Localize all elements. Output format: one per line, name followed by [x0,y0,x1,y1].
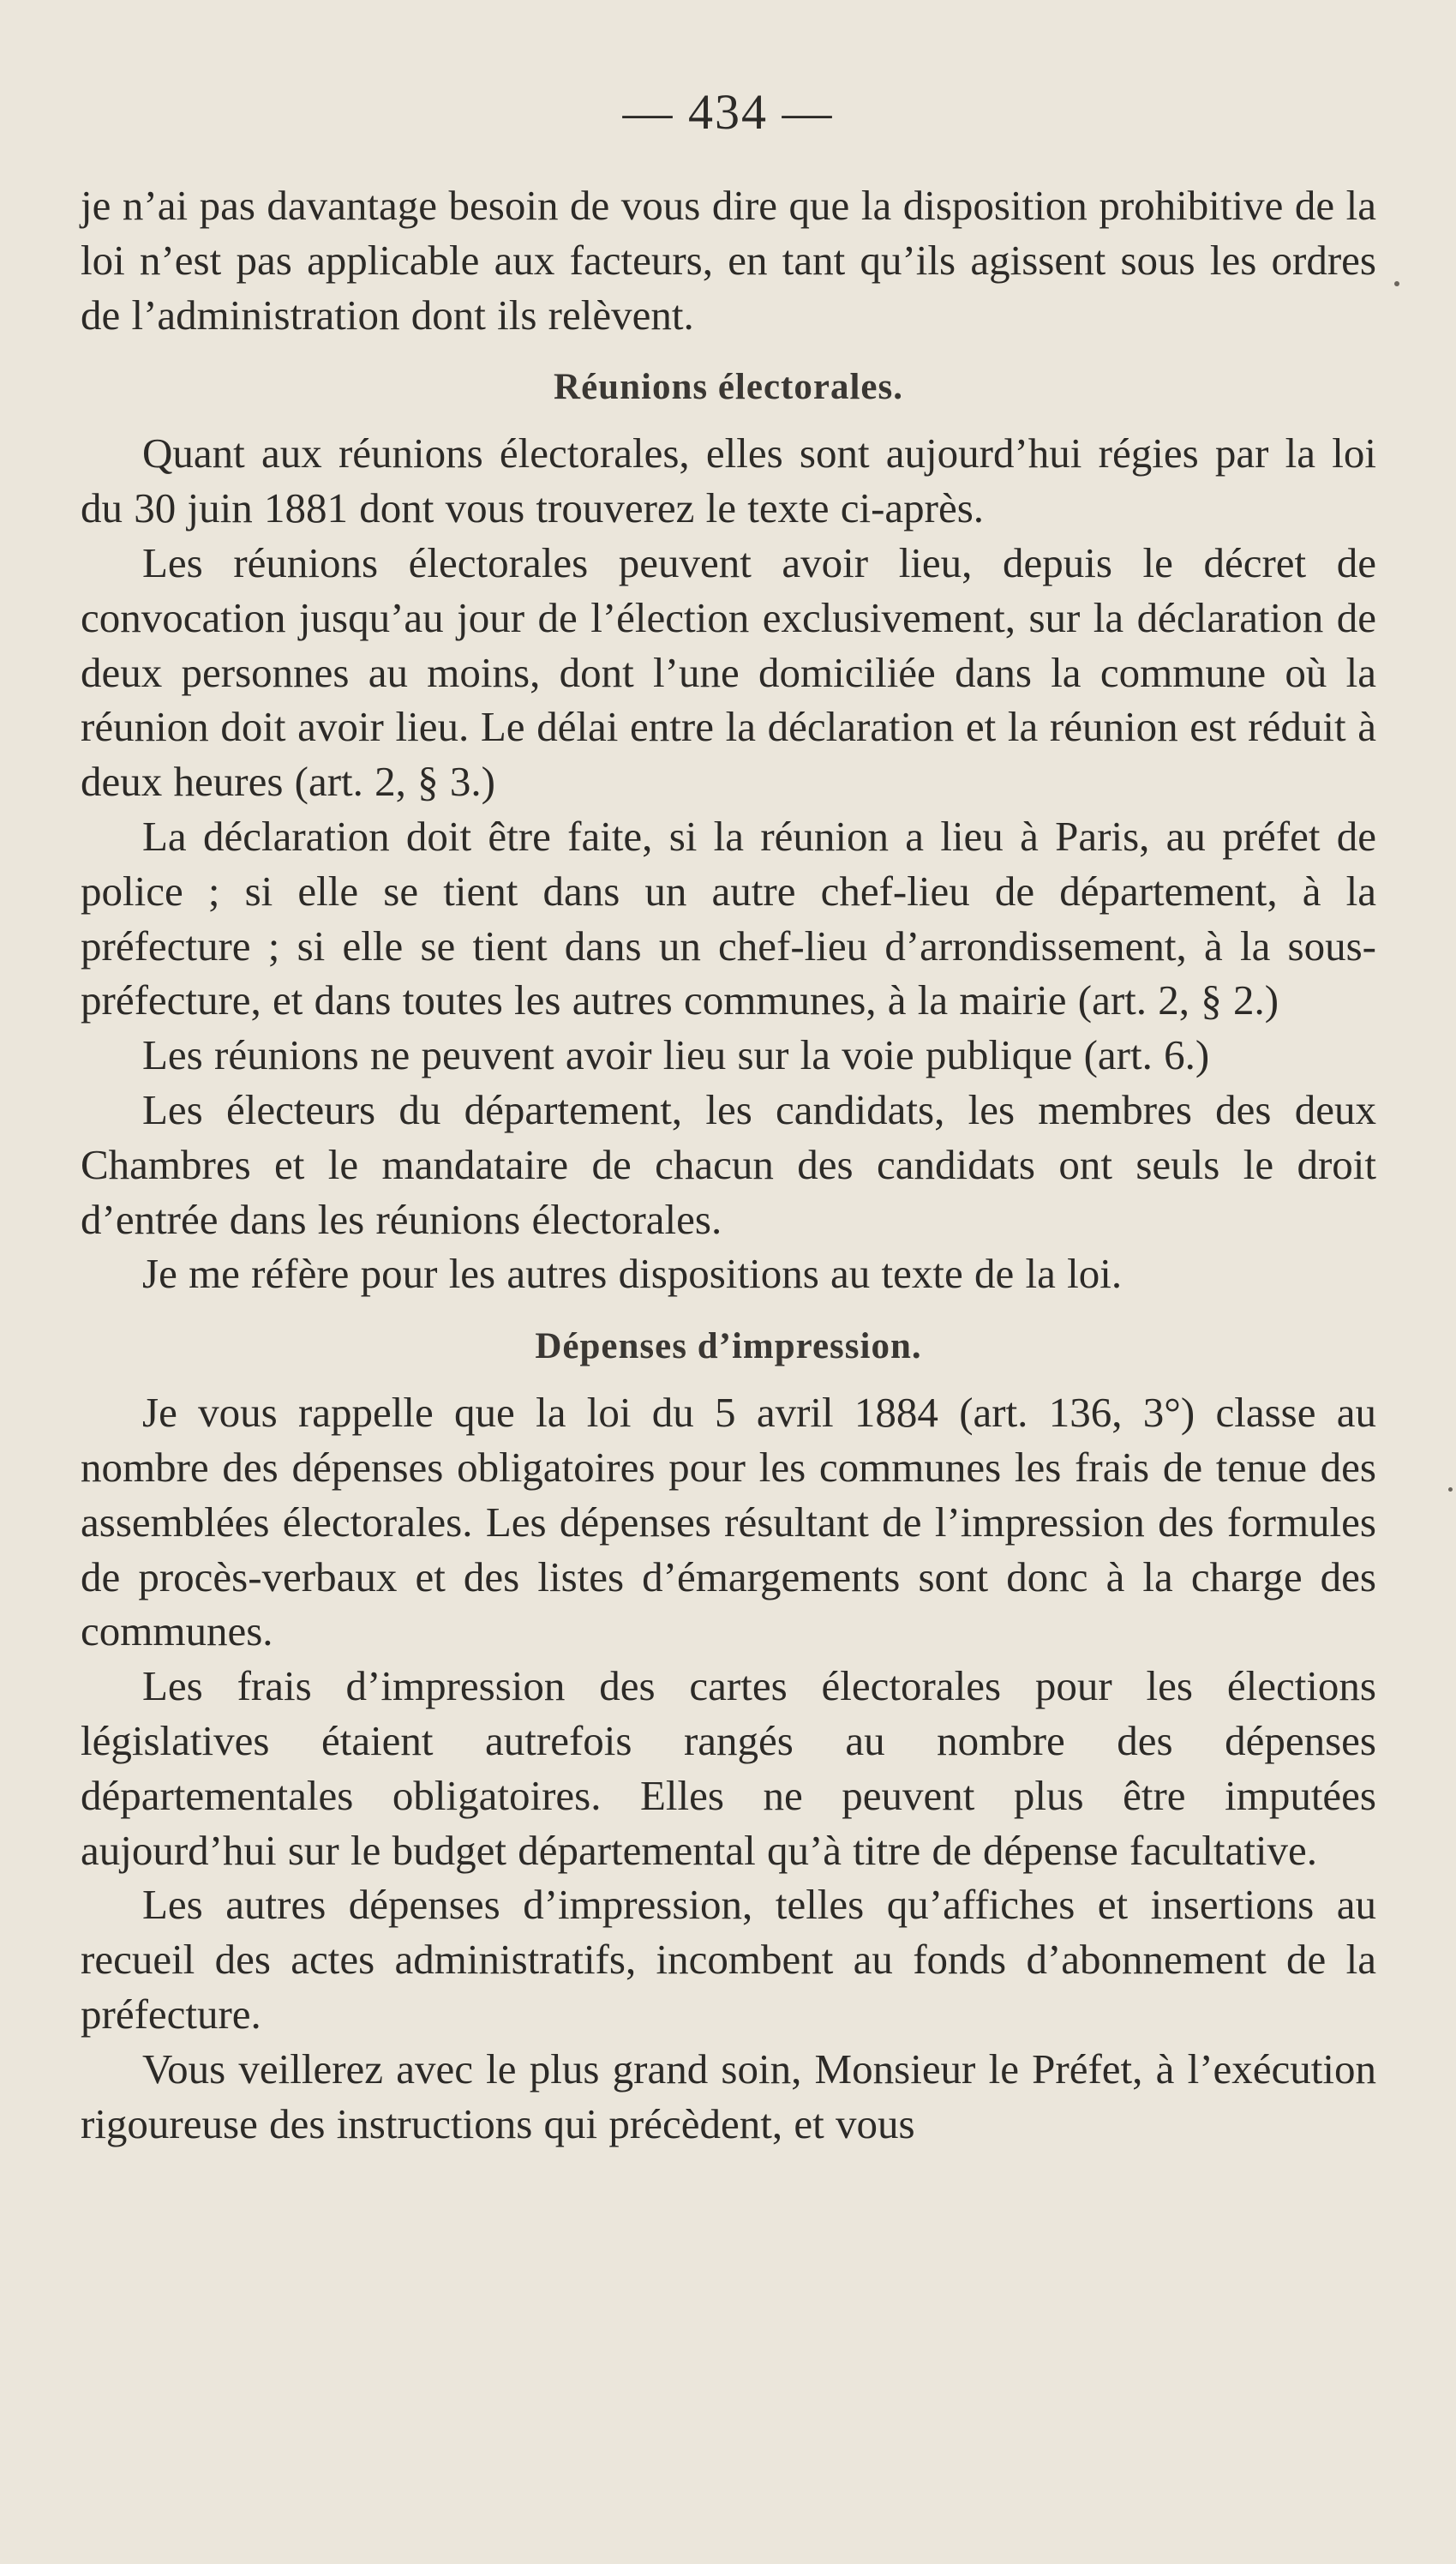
paragraph-depenses-3: Les autres dépenses d’impression, telles qu’affiches et insertions au recueil des actes administratifs, incombent au fonds d’abonnement de la préfecture. [81,1881,1376,2038]
body-text [81,178,1376,2151]
intro-paragraph: je n’ai pas davantage besoin de vous dire que la disposition prohibitive de la loi n’est pas applicable aux facteurs, en tant qu’ils agissent sous les ordres de l’administration dont ils relèvent. [81,182,1376,339]
paragraph-depenses-1: Je vous rappelle que la loi du 5 avril 1884 (art. 136, 3°) classe au nombre des dépenses obligatoires pour les communes les frais de tenue des assemblées électorales. Les dépenses résultant de l’impression des formules de procès-verbaux et des listes d’émargements sont donc à la charge des communes. [81,1389,1376,1655]
paper-speck [1394,281,1399,286]
page-number: — 434 — [622,84,834,140]
section-heading-depenses: Dépenses d’impression. [535,1326,922,1367]
paragraph-depenses-2: Les frais d’impression des cartes électorales pour les élections législatives étaient autrefois rangés au nombre des dépenses départementales obligatoires. Elles ne peuvent plus être imputées aujourd’hui sur le budget départemental qu’à titre de dépense facultative. [81,1662,1376,1874]
paragraph-reunions-1: Quant aux réunions électorales, elles sont aujourd’hui régies par la loi du 30 juin 1881 dont vous trouverez le texte ci-après. [81,429,1376,532]
paper-speck [1448,1487,1453,1492]
paragraph-reunions-2: Les réunions électorales peuvent avoir lieu, depuis le décret de convocation jusqu’au jour de l’élection exclusivement, sur la déclaration de deux personnes au moins, dont l’une domiciliée dans la commune où la réunion doit avoir lieu. Le délai entre la déclaration et la réunion est réduit à deux heures (art. 2, § 3.) [81,538,1376,806]
section-heading-reunions: Réunions électorales. [554,367,903,408]
paragraph-reunions-4: Les réunions ne peuvent avoir lieu sur la voie publique (art. 6.) [142,1031,1210,1079]
paragraph-depenses-4: Vous veillerez avec le plus grand soin, Monsieur le Préfet, à l’exécution rigoureuse des instructions qui précèdent, et vous [81,2045,1376,2147]
paragraph-reunions-5: Les électeurs du département, les candidats, les membres des deux Chambres et le mandataire de chacun des candidats ont seuls le droit d’entrée dans les réunions électorales. [81,1085,1376,1243]
paragraph-reunions-6: Je me réfère pour les autres dispositions au texte de la loi. [142,1250,1123,1298]
paragraph-reunions-3: La déclaration doit être faite, si la réunion a lieu à Paris, au préfet de police ; si elle se tient dans un autre chef-lieu de département, à la préfecture ; si elle se tient dans un chef-lieu d’arrondissement, à la sous-préfecture, et dans toutes les autres communes, à la mairie (art. 2, § 2.) [81,812,1376,1024]
